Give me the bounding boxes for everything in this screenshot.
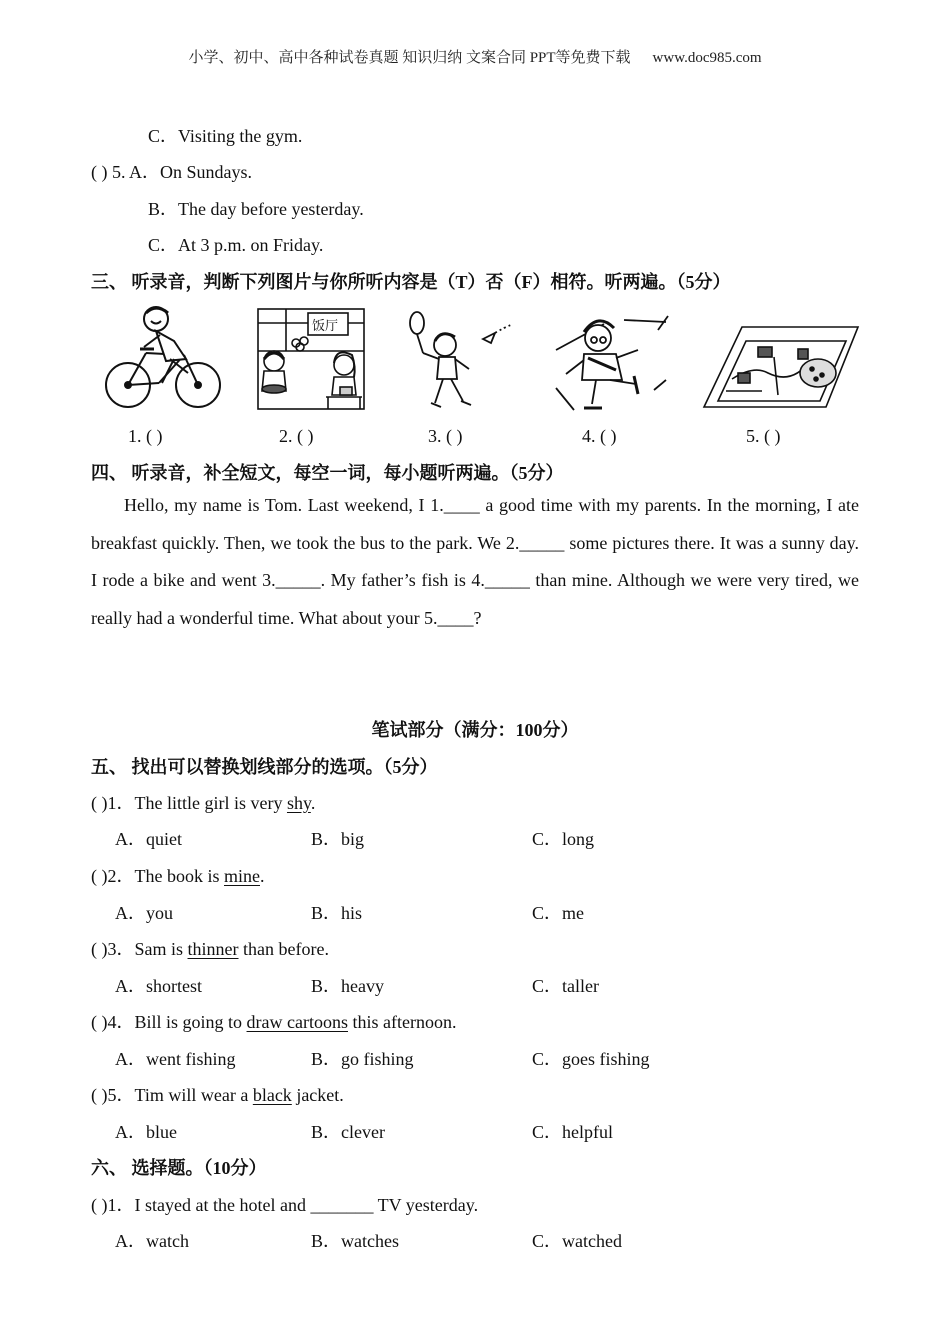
s5-q4-option-a: A．went fishing <box>115 1049 236 1069</box>
underlined-word: mine <box>224 866 260 886</box>
s5-q5-option-c: C．helpful <box>532 1122 613 1142</box>
s6-q1-option-c: C．watched <box>532 1231 622 1251</box>
s5-q5-option-b: B．clever <box>311 1122 385 1142</box>
boy-badminton-icon <box>405 309 515 413</box>
boy-skating-icon <box>554 310 670 416</box>
s5-q2-stem <box>91 862 265 888</box>
s5-q4-option-b: B．go fishing <box>311 1049 414 1069</box>
q5-option-c: C．At 3 p.m. on Friday. <box>148 235 324 255</box>
park-map-icon <box>702 321 860 411</box>
s5-q3-option-a: A．shortest <box>115 976 202 996</box>
s5-q1-option-c: C．long <box>532 829 595 849</box>
s5-q2-option-b: B．his <box>311 903 363 923</box>
section6-title: 六、 选择题。（10分） <box>91 1158 267 1178</box>
s5-q2-option-c: C．me <box>532 903 584 923</box>
question-text: The little girl is very <box>134 793 287 813</box>
header-url: www.doc985.com <box>652 50 762 66</box>
question-text-end: this afternoon. <box>348 1012 457 1032</box>
restaurant-sign: 饭厅 <box>312 319 339 334</box>
picture-label-1: 1. ( ) <box>128 426 163 446</box>
s5-q1-option-b: B．big <box>311 829 365 849</box>
q5-stem: ( ) 5. A．On Sundays. <box>91 162 252 182</box>
q5-option-b: B．The day before yesterday. <box>148 199 364 219</box>
question-text: I stayed at the hotel and _______ TV yesterday. <box>134 1195 479 1215</box>
section4-title: 四、 听录音，补全短文，每空一词，每小题听两遍。（5分） <box>91 463 564 483</box>
s5-q4-option-c: C．goes fishing <box>532 1049 650 1069</box>
written-part-title: 笔试部分（满分：100分） <box>371 720 579 740</box>
header-left-text: 小学、初中、高中各种试卷真题 知识归纳 文案合同 PPT等免费下载 <box>188 50 631 66</box>
section5-title: 五、 找出可以替换划线部分的选项。（5分） <box>91 757 438 777</box>
picture-label-4: 4. ( ) <box>582 426 617 446</box>
s5-q2-option-a: A．you <box>115 903 173 923</box>
s6-q1-stem <box>91 1191 478 1217</box>
question-number: ( )5． <box>91 1085 135 1105</box>
question-number: ( )2． <box>91 866 135 886</box>
question-number: ( )1． <box>91 793 135 813</box>
underlined-word: draw cartoons <box>246 1012 348 1032</box>
s5-q1-stem <box>91 789 315 815</box>
s5-q1-option-a: A．quiet <box>115 829 182 849</box>
question-text-end: jacket. <box>291 1085 344 1105</box>
underlined-word: black <box>252 1085 292 1105</box>
section3-title: 三、 听录音，判断下列图片与你所听内容是（T）否（F）相符。听两遍。（5分） <box>91 272 731 292</box>
s5-q5-option-a: A．blue <box>115 1122 177 1142</box>
question-text: The book is <box>134 866 224 886</box>
s5-q4-stem <box>91 1008 456 1034</box>
underlined-word: thinner <box>187 939 239 959</box>
question-number: ( )3． <box>91 939 135 959</box>
section4-passage: Hello, my name is Tom. Last weekend, I 1.____ a good time with my parents. In the morning, I ate breakfast quickly. Then, we took the bus to the park. We 2._____ some pictures there. It was a sunny day. I rode a bike and went 3._____. My father’s fish is 4._____ than mine. Although we were very tired, we really had a wonderful time. What about your 5.____? <box>91 495 859 628</box>
picture-label-3: 3. ( ) <box>428 426 463 446</box>
s6-q1-option-b: B．watches <box>311 1231 399 1251</box>
question-text-end: . <box>310 793 316 813</box>
page-header <box>0 46 950 67</box>
question-number: ( )1． <box>91 1195 135 1215</box>
question-text-end: than before. <box>238 939 329 959</box>
question-text: Bill is going to <box>134 1012 247 1032</box>
boy-cycling-icon <box>104 303 222 413</box>
s5-q5-stem <box>91 1081 344 1107</box>
picture-label-2: 2. ( ) <box>279 426 314 446</box>
q4-option-c: C．Visiting the gym. <box>148 126 303 146</box>
s5-q3-option-b: B．heavy <box>311 976 384 996</box>
picture-label-5: 5. ( ) <box>746 426 781 446</box>
question-text: Sam is <box>134 939 188 959</box>
s6-q1-option-a: A．watch <box>115 1231 189 1251</box>
s5-q3-option-c: C．taller <box>532 976 599 996</box>
s5-q3-stem <box>91 935 329 961</box>
question-text: Tim will wear a <box>134 1085 253 1105</box>
underlined-word: shy <box>286 793 311 813</box>
question-text-end: . <box>260 866 265 886</box>
kids-eating-icon <box>256 307 366 411</box>
question-number: ( )4． <box>91 1012 135 1032</box>
